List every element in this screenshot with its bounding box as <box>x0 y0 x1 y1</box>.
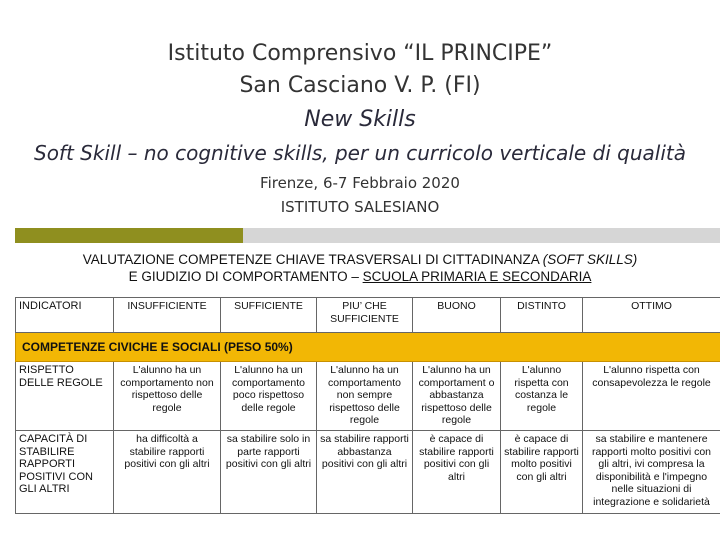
header-buono: BUONO <box>413 298 501 333</box>
header-insufficiente: INSUFFICIENTE <box>114 298 221 333</box>
cell-buono: L'alunno ha un comportament o abbastanza rispettoso delle regole <box>413 362 501 431</box>
valutazione-line-2 <box>0 269 720 285</box>
cell-distinto: è capace di stabilire rapporti molto positivi con gli altri <box>501 431 583 514</box>
table-header-row <box>16 298 720 333</box>
olive-bar <box>15 228 243 243</box>
table-row <box>16 362 720 431</box>
row-indicator: CAPACITÀ DI STABILIRE RAPPORTI POSITIVI CON GLI ALTRI <box>16 431 114 514</box>
divider-bars <box>15 228 720 243</box>
soft-skills-label: (SOFT SKILLS) <box>542 252 638 267</box>
header-distinto: DISTINTO <box>501 298 583 333</box>
cell-sufficiente: L'alunno ha un comportamento poco rispettoso delle regole <box>221 362 317 431</box>
evaluation-table <box>15 297 720 514</box>
school-location: San Casciano V. P. (FI) <box>239 73 481 98</box>
header-indicatori: INDICATORI <box>16 298 114 333</box>
table-row <box>16 431 720 514</box>
cell-insufficiente: L'alunno ha un comportamento non rispettoso delle regole <box>114 362 221 431</box>
section-row <box>16 333 720 362</box>
project-subtitle: Soft Skill – no cognitive skills, per un curricolo verticale di qualità <box>34 141 686 165</box>
header-sufficiente: SUFFICIENTE <box>221 298 317 333</box>
cell-ottimo: L'alunno rispetta con consapevolezza le regole <box>583 362 720 431</box>
cell-ottimo: sa stabilire e mantenere rapporti molto positivi con gli altri, ivi compresa la disponibilità e l'impegno nelle situazioni di integrazione e solidarietà <box>583 431 720 514</box>
project-title: New Skills <box>304 107 416 132</box>
section-title: COMPETENZE CIVICHE E SOCIALI (PESO 50%) <box>16 333 720 362</box>
cell-sufficiente: sa stabilire solo in parte rapporti positivi con gli altri <box>221 431 317 514</box>
event-venue: ISTITUTO SALESIANO <box>280 198 440 216</box>
cell-buono: è capace di stabilire rapporti positivi con gli altri <box>413 431 501 514</box>
event-date: Firenze, 6-7 Febbraio 2020 <box>260 174 460 192</box>
cell-insufficiente: ha difficoltà a stabilire rapporti positivi con gli altri <box>114 431 221 514</box>
cell-distinto: L'alunno rispetta con costanza le regole <box>501 362 583 431</box>
valutazione-text-1: VALUTAZIONE COMPETENZE CHIAVE TRASVERSALI DI CITTADINANZA <box>82 252 543 267</box>
row-indicator: RISPETTO DELLE REGOLE <box>16 362 114 431</box>
cell-piu-che-sufficiente: sa stabilire rapporti abbastanza positivi con gli altri <box>317 431 413 514</box>
gray-bar <box>243 228 720 243</box>
school-name: Istituto Comprensivo “IL PRINCIPE” <box>167 41 553 66</box>
header-ottimo: OTTIMO <box>583 298 720 333</box>
header-piu-che-sufficiente: PIU’ CHE SUFFICIENTE <box>317 298 413 333</box>
cell-piu-che-sufficiente: L'alunno ha un comportamento non sempre rispettoso delle regole <box>317 362 413 431</box>
valutazione-text-2: E GIUDIZIO DI COMPORTAMENTO – <box>128 269 363 284</box>
school-level-label: SCUOLA PRIMARIA E SECONDARIA <box>362 269 592 284</box>
valutazione-line-1 <box>0 252 720 268</box>
